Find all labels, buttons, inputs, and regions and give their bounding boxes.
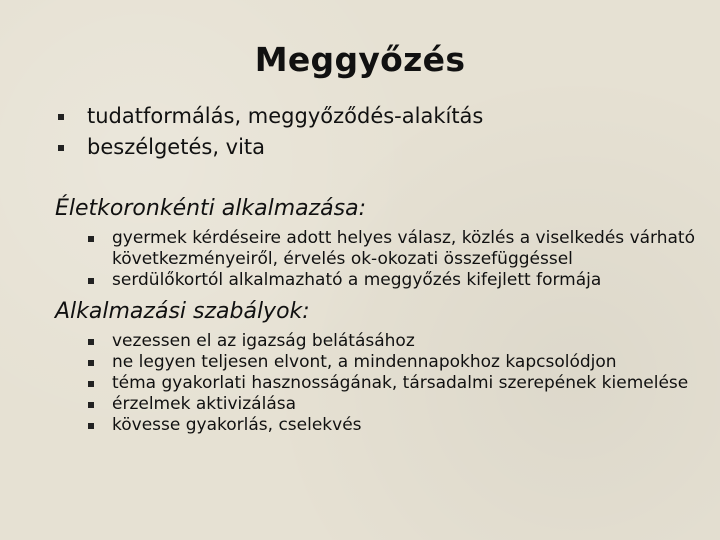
section-heading-rules: Alkalmazási szabályok:: [55, 299, 310, 324]
square-bullet-icon: [88, 236, 94, 242]
rules-list: [88, 331, 688, 436]
square-bullet-icon: [88, 381, 94, 387]
list-item-text: tudatformálás, meggyőződés-alakítás: [87, 104, 484, 128]
section-heading-age: Életkoronkénti alkalmazása:: [55, 196, 366, 221]
square-bullet-icon: [88, 339, 94, 345]
square-bullet-icon: [88, 423, 94, 429]
square-bullet-icon: [88, 402, 94, 408]
list-item-text: gyermek kérdéseire adott helyes válasz, közlés a viselkedés várható következményeiről, érvelés ok-okozati összefüggéssel: [112, 228, 695, 269]
list-item-text: kövesse gyakorlás, cselekvés: [112, 415, 362, 435]
square-bullet-icon: [58, 114, 64, 120]
square-bullet-icon: [58, 145, 64, 151]
list-item-text: beszélgetés, vita: [87, 135, 266, 159]
list-item-text: érzelmek aktivizálása: [112, 394, 297, 414]
list-item: [88, 270, 720, 291]
square-bullet-icon: [88, 278, 94, 284]
list-item: [55, 132, 483, 163]
list-item-text: téma gyakorlati hasznosságának, társadalmi szerepének kiemelése: [112, 373, 689, 393]
list-item: [88, 394, 688, 415]
list-item: [88, 331, 688, 352]
list-item: [88, 415, 688, 436]
list-item-text: vezessen el az igazság belátásához: [112, 331, 415, 351]
list-item: [88, 228, 720, 270]
age-application-list: [88, 228, 720, 291]
list-item: [55, 101, 483, 132]
top-bullet-list: [55, 101, 483, 163]
square-bullet-icon: [88, 360, 94, 366]
list-item: [88, 373, 688, 394]
list-item-text: serdülőkortól alkalmazható a meggyőzés kifejlett formája: [112, 270, 602, 290]
slide-title: Meggyőzés: [254, 40, 466, 79]
list-item: [88, 352, 688, 373]
list-item-text: ne legyen teljesen elvont, a mindennapokhoz kapcsolódjon: [112, 352, 617, 372]
